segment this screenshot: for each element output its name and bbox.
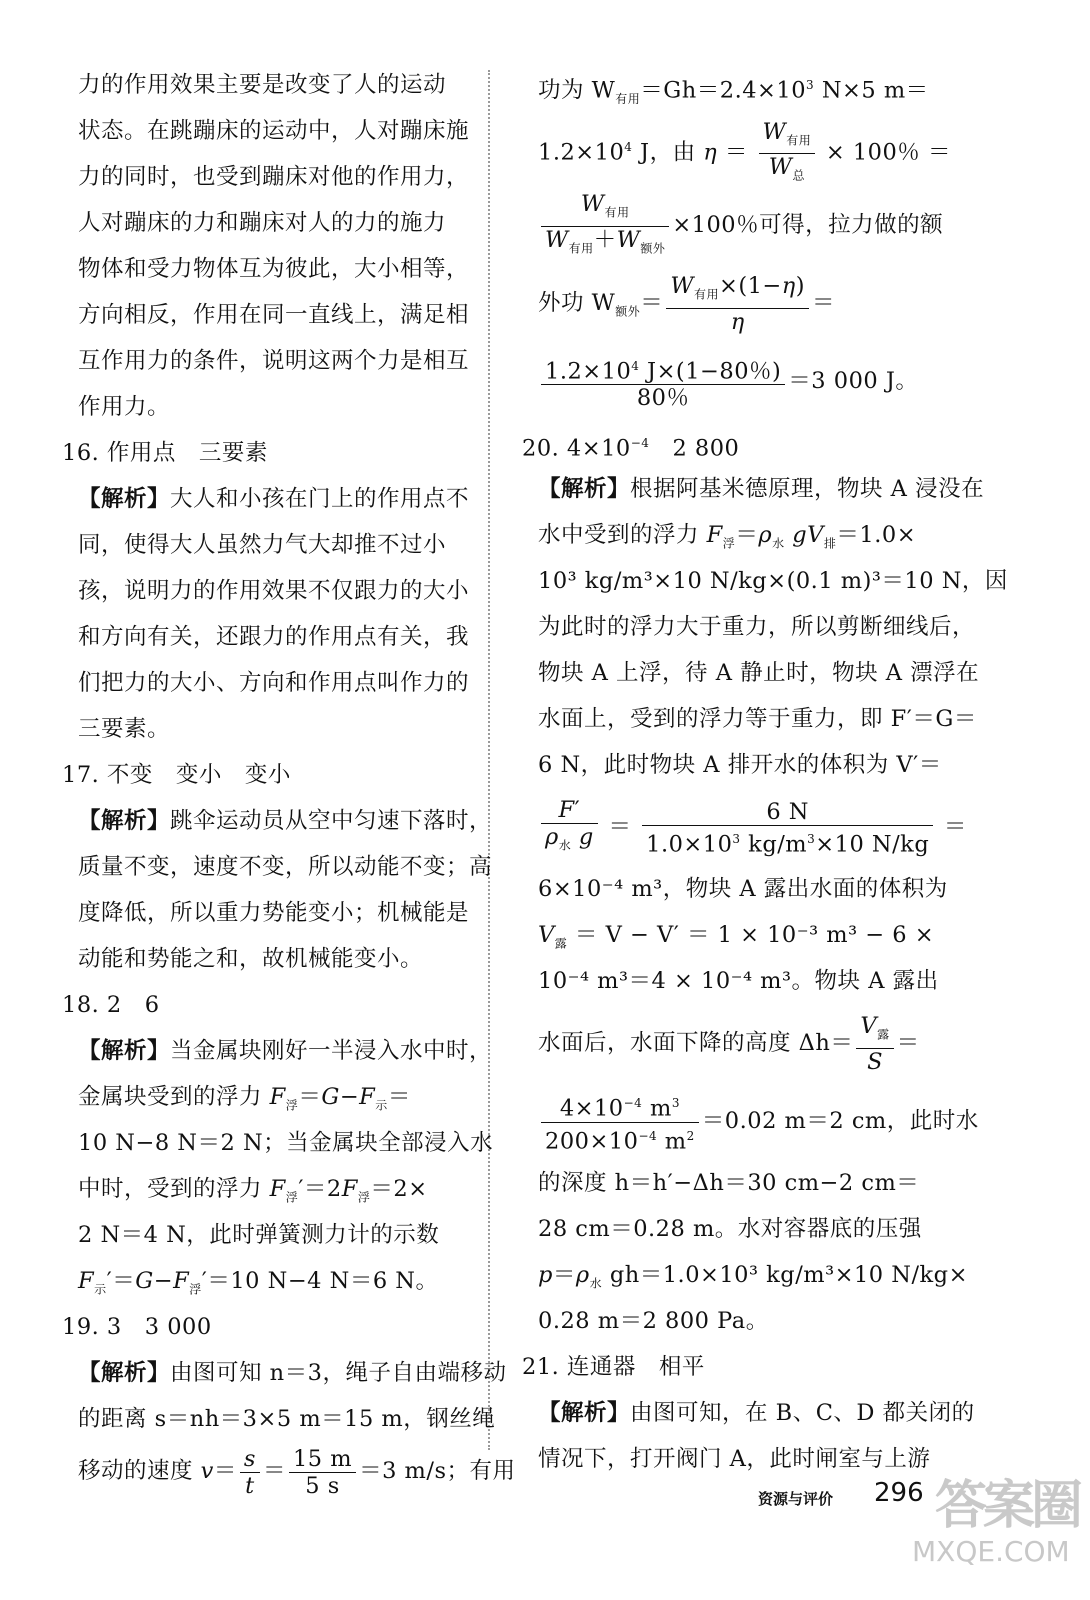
fraction: $\frac{W_{有用}}{W_总}$ [759, 119, 816, 189]
text-line: 和方向有关，还跟力的作用点有关，我 [78, 624, 470, 650]
text-line: 状态。在跳蹦床的运动中，人对蹦床施 [78, 118, 470, 144]
left-column [62, 62, 516, 1500]
page-number: 296 [874, 1478, 924, 1508]
fraction: $\frac{4\times 10^{-4} m^3}{200\times 10^{-4} m^2}$ [541, 1090, 699, 1154]
fraction: $\frac{15 m}{5 s}$ [289, 1446, 356, 1499]
text-line: 10³ kg/m³×10 N/kg×(0.1 m)³＝10 N，因 [538, 568, 1008, 594]
text-line: $V_露 = V - V' = 1 \times 10^{-3}$ m³ − 6 × [538, 922, 935, 951]
fraction: $\frac{s}{t}$ [240, 1446, 260, 1499]
text-line: $\frac{F'}{\rho_水 g}$ ＝ $\frac{6 N}{1.0\times 10^3 kg/m^3\times 10 N/kg}$ ＝ [538, 788, 936, 866]
text-line: 三要素。 [78, 716, 171, 742]
text-line: $F_示'=G-F_浮'=10$ N−4 N＝6 N。 [78, 1268, 439, 1297]
text-line: 人对蹦床的力和蹦床对人的力的施力 [78, 210, 447, 236]
text-line: 们把力的大小、方向和作用点叫作力的 [78, 670, 470, 696]
text-line: $\frac{W_{有用}}{W_{有用}+W_{额外}}$ ×100％可得，拉力做的额 [538, 186, 936, 264]
analysis-line: 【解析】当金属块刚好一半浸入水中时， [78, 1038, 493, 1064]
text-line: 动能和势能之和，故机械能变小。 [78, 946, 424, 972]
text-line: 功为 $W_{有用}=Gh=2.4\times 10^3$ N×5 m＝ [538, 77, 929, 106]
text-line: 力的作用效果主要是改变了人的运动 [78, 72, 447, 98]
footer-label: 资源与评价 [758, 1490, 834, 1508]
watermark-logo: 答案圈 [935, 1476, 1080, 1536]
analysis-line: 【解析】由图可知，在 B、C、D 都关闭的 [538, 1400, 975, 1426]
text-line: 移动的速度 v＝ $\frac{s}{t}$ ＝ $\frac{15 m}{5 s}$ ＝3 m/s；有用 [78, 1445, 516, 1499]
text-line: 6×10⁻⁴ m³，物块 A 露出水面的体积为 [538, 876, 948, 902]
text-line: 方向相反，作用在同一直线上，满足相 [78, 302, 470, 328]
analysis-tag: 【解析】 [78, 486, 171, 512]
analysis-line: 【解析】跳伞运动员从空中匀速下落时， [78, 808, 493, 834]
text-line: 的深度 h＝h′−Δh＝30 cm−2 cm＝ [538, 1170, 920, 1196]
text-line: 10⁻⁴ m³＝4 × 10⁻⁴ m³。物块 A 露出 [538, 968, 939, 994]
text-line: 0.28 m＝2 800 Pa。 [538, 1308, 769, 1334]
question-20-answer: 20. $4\times 10^{-4}$ 2 800 [522, 435, 740, 462]
question-16-answer: 16. 作用点 三要素 [62, 440, 268, 466]
fraction: $\frac{V_露}{S}$ [856, 1013, 893, 1075]
fraction: $\frac{W_{有用}\times(1-\eta)}{\eta}$ [666, 273, 809, 335]
fraction: $\frac{6 N}{1.0\times 10^3 kg/m^3\times 10 N/kg}$ [642, 799, 933, 858]
text-line: 孩，说明力的作用效果不仅跟力的大小 [78, 578, 470, 604]
fraction: $\frac{1.2\times 10^4 J\times(1-80\%)}{80\%}$ [541, 353, 785, 412]
analysis-tag: 【解析】 [78, 1360, 171, 1386]
text-line: 水面上，受到的浮力等于重力，即 F′＝G＝ [538, 706, 977, 732]
question-21-answer: 21. 连通器 相平 [522, 1354, 705, 1380]
text-line: $\frac{4\times 10^{-4} m^3}{200\times 10^{-4} m^2}$ ＝0.02 m＝2 cm，此时水 [538, 1082, 936, 1160]
watermark-url: MXQE.COM [912, 1535, 1070, 1568]
text-line: 中时，受到的浮力 $F_浮'=2F_浮=2\times$ [78, 1176, 428, 1205]
text-line: 同，使得大人虽然力气大却推不过小 [78, 532, 447, 558]
text-line: 28 cm＝0.28 m。水对容器底的压强 [538, 1216, 922, 1242]
text-line: 作用力。 [78, 394, 171, 420]
text-line: 互作用力的条件，说明这两个力是相互 [78, 348, 470, 374]
text-line: 金属块受到的浮力 $F_浮=G-F_示=$ [78, 1084, 411, 1113]
text-line: 外功 $W_{额外}=$ $\frac{W_{有用}\times(1-\eta)}{\eta}$ ＝ [538, 273, 836, 335]
text-line: 的距离 s＝nh＝3×5 m＝15 m，钢丝绳 [78, 1406, 496, 1432]
column-divider [488, 70, 490, 1450]
question-17-answer: 17. 不变 变小 变小 [62, 762, 291, 788]
text-line: 物体和受力物体互为彼此，大小相等， [78, 256, 470, 282]
text-line: 水面后，水面下降的高度 Δh＝ $\frac{V_露}{S}$ ＝ [538, 1013, 920, 1075]
analysis-tag: 【解析】 [538, 1400, 631, 1426]
text-line: 力的同时，也受到蹦床对他的作用力， [78, 164, 470, 190]
analysis-line: 【解析】根据阿基米德原理，物块 A 浸没在 [538, 476, 985, 502]
fraction: $\frac{W_{有用}}{W_{有用}+W_{额外}}$ [541, 191, 669, 261]
text-line: $\frac{1.2\times 10^4 J\times(1-80\%)}{80\%}$ ＝3 000 J。 [538, 342, 936, 420]
analysis-tag: 【解析】 [78, 1038, 171, 1064]
question-19-answer: 19. 3 3 000 [62, 1314, 212, 1340]
text-line: $1.2\times 10^4$ J，由 η ＝ $\frac{W_{有用}}{W_总}$ × 100％ ＝ [538, 108, 936, 186]
analysis-line: 【解析】由图可知 n＝3，绳子自由端移动 [78, 1360, 507, 1386]
text-line: 10 N−8 N＝2 N；当金属块全部浸入水 [78, 1130, 494, 1156]
text-line: 2 N＝4 N，此时弹簧测力计的示数 [78, 1222, 440, 1248]
text-line: $p=\rho_水$ gh＝1.0×10³ kg/m³×10 N/kg× [538, 1262, 968, 1291]
text-line: 质量不变，速度不变，所以动能不变；高 [78, 854, 493, 880]
text-line: 6 N，此时物块 A 排开水的体积为 V′＝ [538, 752, 942, 778]
text-line: 度降低，所以重力势能变小；机械能是 [78, 900, 470, 926]
text-line: 水中受到的浮力 $F_浮=\rho_水$ $gV_排=1.0\times$ [538, 522, 917, 551]
analysis-line: 【解析】大人和小孩在门上的作用点不 [78, 486, 470, 512]
question-18-answer: 18. 2 6 [62, 992, 160, 1018]
right-column [522, 62, 1008, 1482]
fraction: $\frac{F'}{\rho_水 g}$ [541, 797, 598, 859]
analysis-tag: 【解析】 [78, 808, 171, 834]
text-line: 情况下，打开阀门 A，此时闸室与上游 [538, 1446, 931, 1472]
analysis-tag: 【解析】 [538, 476, 631, 502]
text-line: 为此时的浮力大于重力，所以剪断细线后， [538, 614, 976, 640]
text-line: 物块 A 上浮，待 A 静止时，物块 A 漂浮在 [538, 660, 980, 686]
